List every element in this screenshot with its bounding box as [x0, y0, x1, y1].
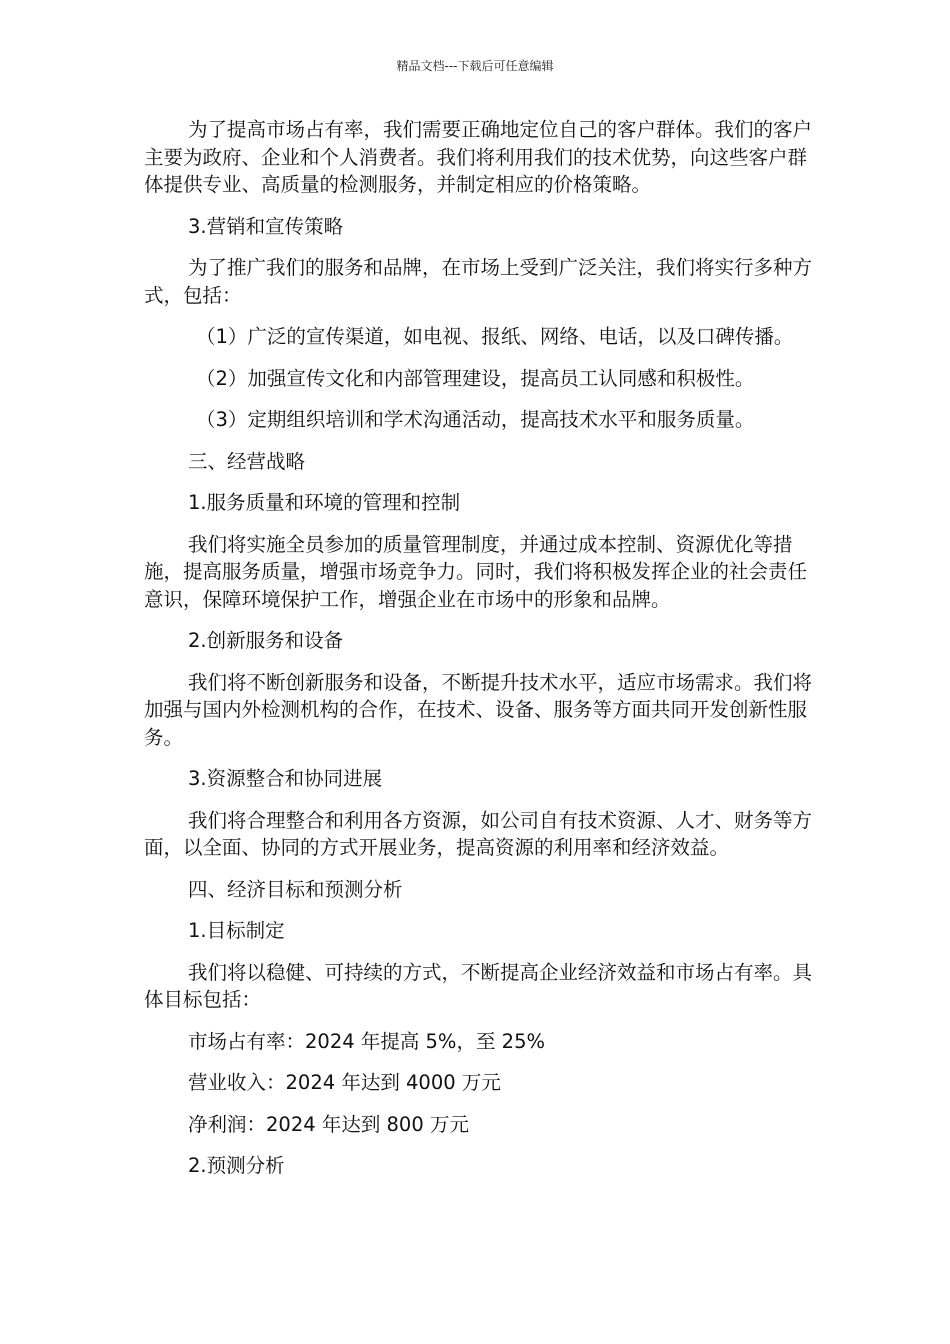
goal-market-share: 市场占有率：2024 年提高 5%，至 25%	[188, 1029, 545, 1053]
paragraph-quality-management: 我们将实施全员参加的质量管理制度，并通过成本控制、资源优化等措施，提高服务质量，增强市场竞争力。同时，我们将积极发挥企业的社会责任意识，保障环境保护工作，增强企业在市场中的形象和品牌。	[144, 532, 808, 611]
paragraph-goal-setting: 我们将以稳健、可持续的方式，不断提高企业经济效益和市场占有率。具体目标包括：	[144, 960, 813, 1011]
goal-revenue: 营业收入：2024 年达到 4000 万元	[188, 1071, 501, 1094]
heading-business-strategy: 三、经营战略	[188, 449, 306, 473]
heading-innovation: 2.创新服务和设备	[188, 629, 344, 652]
goal-net-profit: 净利润：2024 年达到 800 万元	[188, 1112, 469, 1136]
list-item-2: （2）加强宣传文化和内部管理建设，提高员工认同感和积极性。	[196, 366, 755, 390]
page-header: 精品文档---下载后可任意编辑	[396, 59, 554, 73]
heading-goal-setting: 1.目标制定	[188, 919, 285, 942]
heading-marketing-strategy: 3.营销和宣传策略	[188, 214, 344, 238]
paragraph-resource-integration: 我们将合理整合和利用各方资源，如公司自有技术资源、人才、财务等方面，以全面、协同的方式开展业务，提高资源的利用率和经济效益。	[144, 808, 813, 859]
paragraph-innovation: 我们将不断创新服务和设备，不断提升技术水平，适应市场需求。我们将加强与国内外检测机构的合作，在技术、设备、服务等方面共同开发创新性服务。	[144, 670, 813, 749]
list-item-1: （1）广泛的宣传渠道，如电视、报纸、网络、电话，以及口碑传播。	[196, 325, 794, 348]
heading-forecast-analysis: 2.预测分析	[188, 1154, 285, 1177]
paragraph-promotion-intro: 为了推广我们的服务和品牌，在市场上受到广泛关注，我们将实行多种方式，包括：	[144, 256, 813, 307]
paragraph-customer-positioning: 为了提高市场占有率，我们需要正确地定位自己的客户群体。我们的客户主要为政府、企业和个人消费者。我们将利用我们的技术优势，向这些客户群体提供专业、高质量的检测服务，并制定相应的价格策略。	[144, 118, 813, 196]
heading-economic-goals: 四、经济目标和预测分析	[188, 877, 403, 901]
document-body	[144, 116, 824, 1194]
heading-quality-management: 1.服务质量和环境的管理和控制	[188, 491, 461, 514]
list-item-3: （3）定期组织培训和学术沟通活动，提高技术水平和服务质量。	[196, 408, 755, 431]
heading-resource-integration: 3.资源整合和协同进展	[188, 767, 383, 790]
